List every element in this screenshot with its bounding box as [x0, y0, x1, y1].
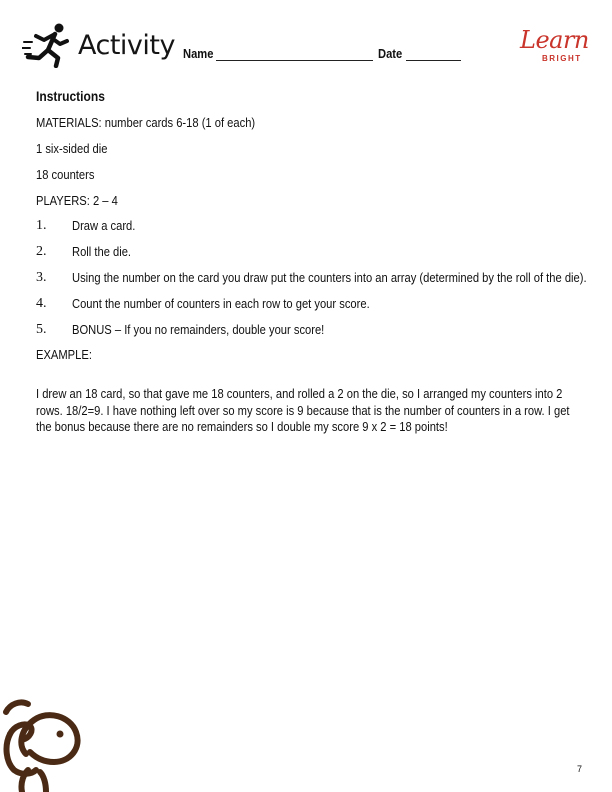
learn-bright-logo — [518, 26, 590, 66]
step-text: Roll the die. — [72, 244, 132, 259]
date-label: Date — [378, 46, 403, 61]
logo-word: Learn — [520, 26, 589, 54]
step-number: 4. — [36, 296, 47, 311]
step-text: Count the number of counters in each row to get your score. — [72, 296, 370, 311]
running-person-icon — [22, 22, 70, 68]
example-label: EXAMPLE: — [36, 347, 92, 362]
step-text: BONUS – If you no remainders, double your score! — [72, 322, 325, 337]
players-line: PLAYERS: 2 – 4 — [36, 193, 118, 208]
instructions-heading: Instructions — [36, 88, 105, 104]
name-field[interactable] — [216, 60, 373, 61]
step-number: 5. — [36, 322, 47, 337]
counters-line: 18 counters — [36, 167, 95, 182]
logo-sub: BRIGHT — [542, 54, 582, 63]
activity-title: Activity — [78, 30, 175, 61]
step-number: 2. — [36, 244, 47, 259]
thinking-character-icon — [0, 690, 90, 792]
example-text: I drew an 18 card, so that gave me 18 counters, and rolled a 2 on the die, so I arranged my counters into 2 rows. 18/2=9. I have nothing left over so my score is 9 because that is the number of counters in a row. I get the bonus because there are no remainders so I double my score 9 x 2 = 18 points! — [36, 386, 570, 434]
step-number: 3. — [36, 270, 47, 285]
date-field[interactable] — [406, 60, 461, 61]
name-label: Name — [183, 46, 214, 61]
die-line: 1 six-sided die — [36, 141, 108, 156]
page-number: 7 — [577, 764, 583, 774]
step-number: 1. — [36, 218, 47, 233]
page-header — [0, 0, 612, 80]
step-text: Using the number on the card you draw put the counters into an array (determined by the roll of the die). — [72, 270, 587, 285]
step-text: Draw a card. — [72, 218, 136, 233]
materials-line: MATERIALS: number cards 6-18 (1 of each) — [36, 115, 256, 130]
